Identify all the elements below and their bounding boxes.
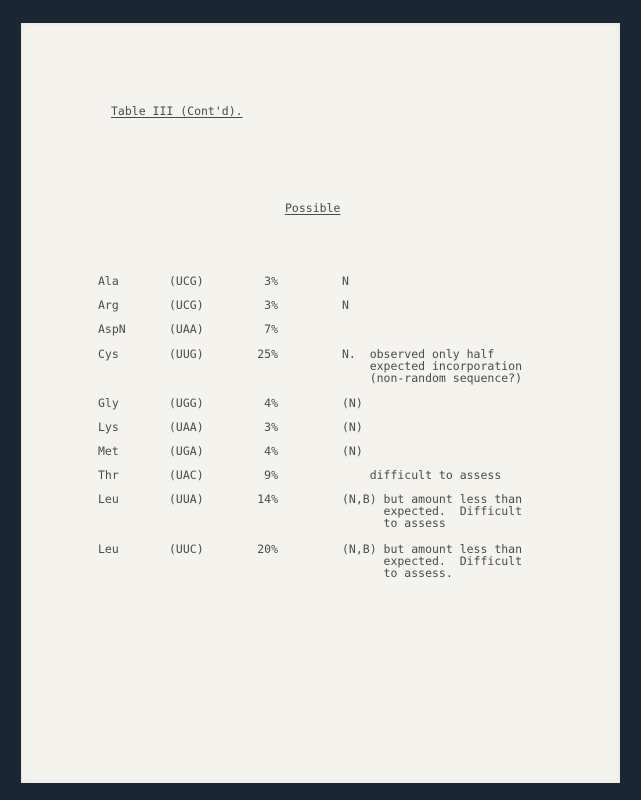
row-codon: (UUC) [169, 542, 204, 556]
row-note: (N) [342, 420, 363, 434]
row-aa: Thr [98, 468, 119, 482]
row-codon: (UCG) [169, 274, 204, 288]
row-note: difficult to assess [342, 468, 502, 482]
row-aa: AspN [98, 322, 126, 336]
row-aa: Met [98, 444, 119, 458]
row-codon: (UAA) [169, 322, 204, 336]
row-percent: 3% [264, 298, 278, 312]
table-title: Table III (Cont'd). [111, 104, 243, 118]
row-note: N [342, 274, 349, 288]
row-percent: 25% [257, 347, 278, 361]
row-aa: Gly [98, 396, 119, 410]
row-codon: (UAA) [169, 420, 204, 434]
row-percent: 3% [264, 274, 278, 288]
row-codon: (UAC) [169, 468, 204, 482]
row-percent: 9% [264, 468, 278, 482]
row-codon: (UGA) [169, 444, 204, 458]
row-codon: (UCG) [169, 298, 204, 312]
row-percent: 20% [257, 542, 278, 556]
row-aa: Lys [98, 420, 119, 434]
row-note: N. observed only half expected incorporation (non-random sequence?) [342, 347, 523, 385]
row-aa: Leu [98, 542, 119, 556]
row-percent: 14% [257, 492, 278, 506]
row-aa: Cys [98, 347, 119, 361]
row-aa: Arg [98, 298, 119, 312]
row-note: (N) [342, 444, 363, 458]
row-percent: 4% [264, 396, 278, 410]
row-percent: 4% [264, 444, 278, 458]
section-heading: Possible [285, 201, 341, 215]
row-codon: (UGG) [169, 396, 204, 410]
document-page [21, 23, 620, 783]
row-note: (N,B) but amount less than expected. Difficult to assess [342, 492, 523, 530]
row-note: (N) [342, 396, 363, 410]
row-note: N [342, 298, 349, 312]
row-percent: 7% [264, 322, 278, 336]
row-percent: 3% [264, 420, 278, 434]
row-note: (N,B) but amount less than expected. Difficult to assess. [342, 542, 523, 580]
row-aa: Leu [98, 492, 119, 506]
row-aa: Ala [98, 274, 119, 288]
row-codon: (UUA) [169, 492, 204, 506]
row-codon: (UUG) [169, 347, 204, 361]
